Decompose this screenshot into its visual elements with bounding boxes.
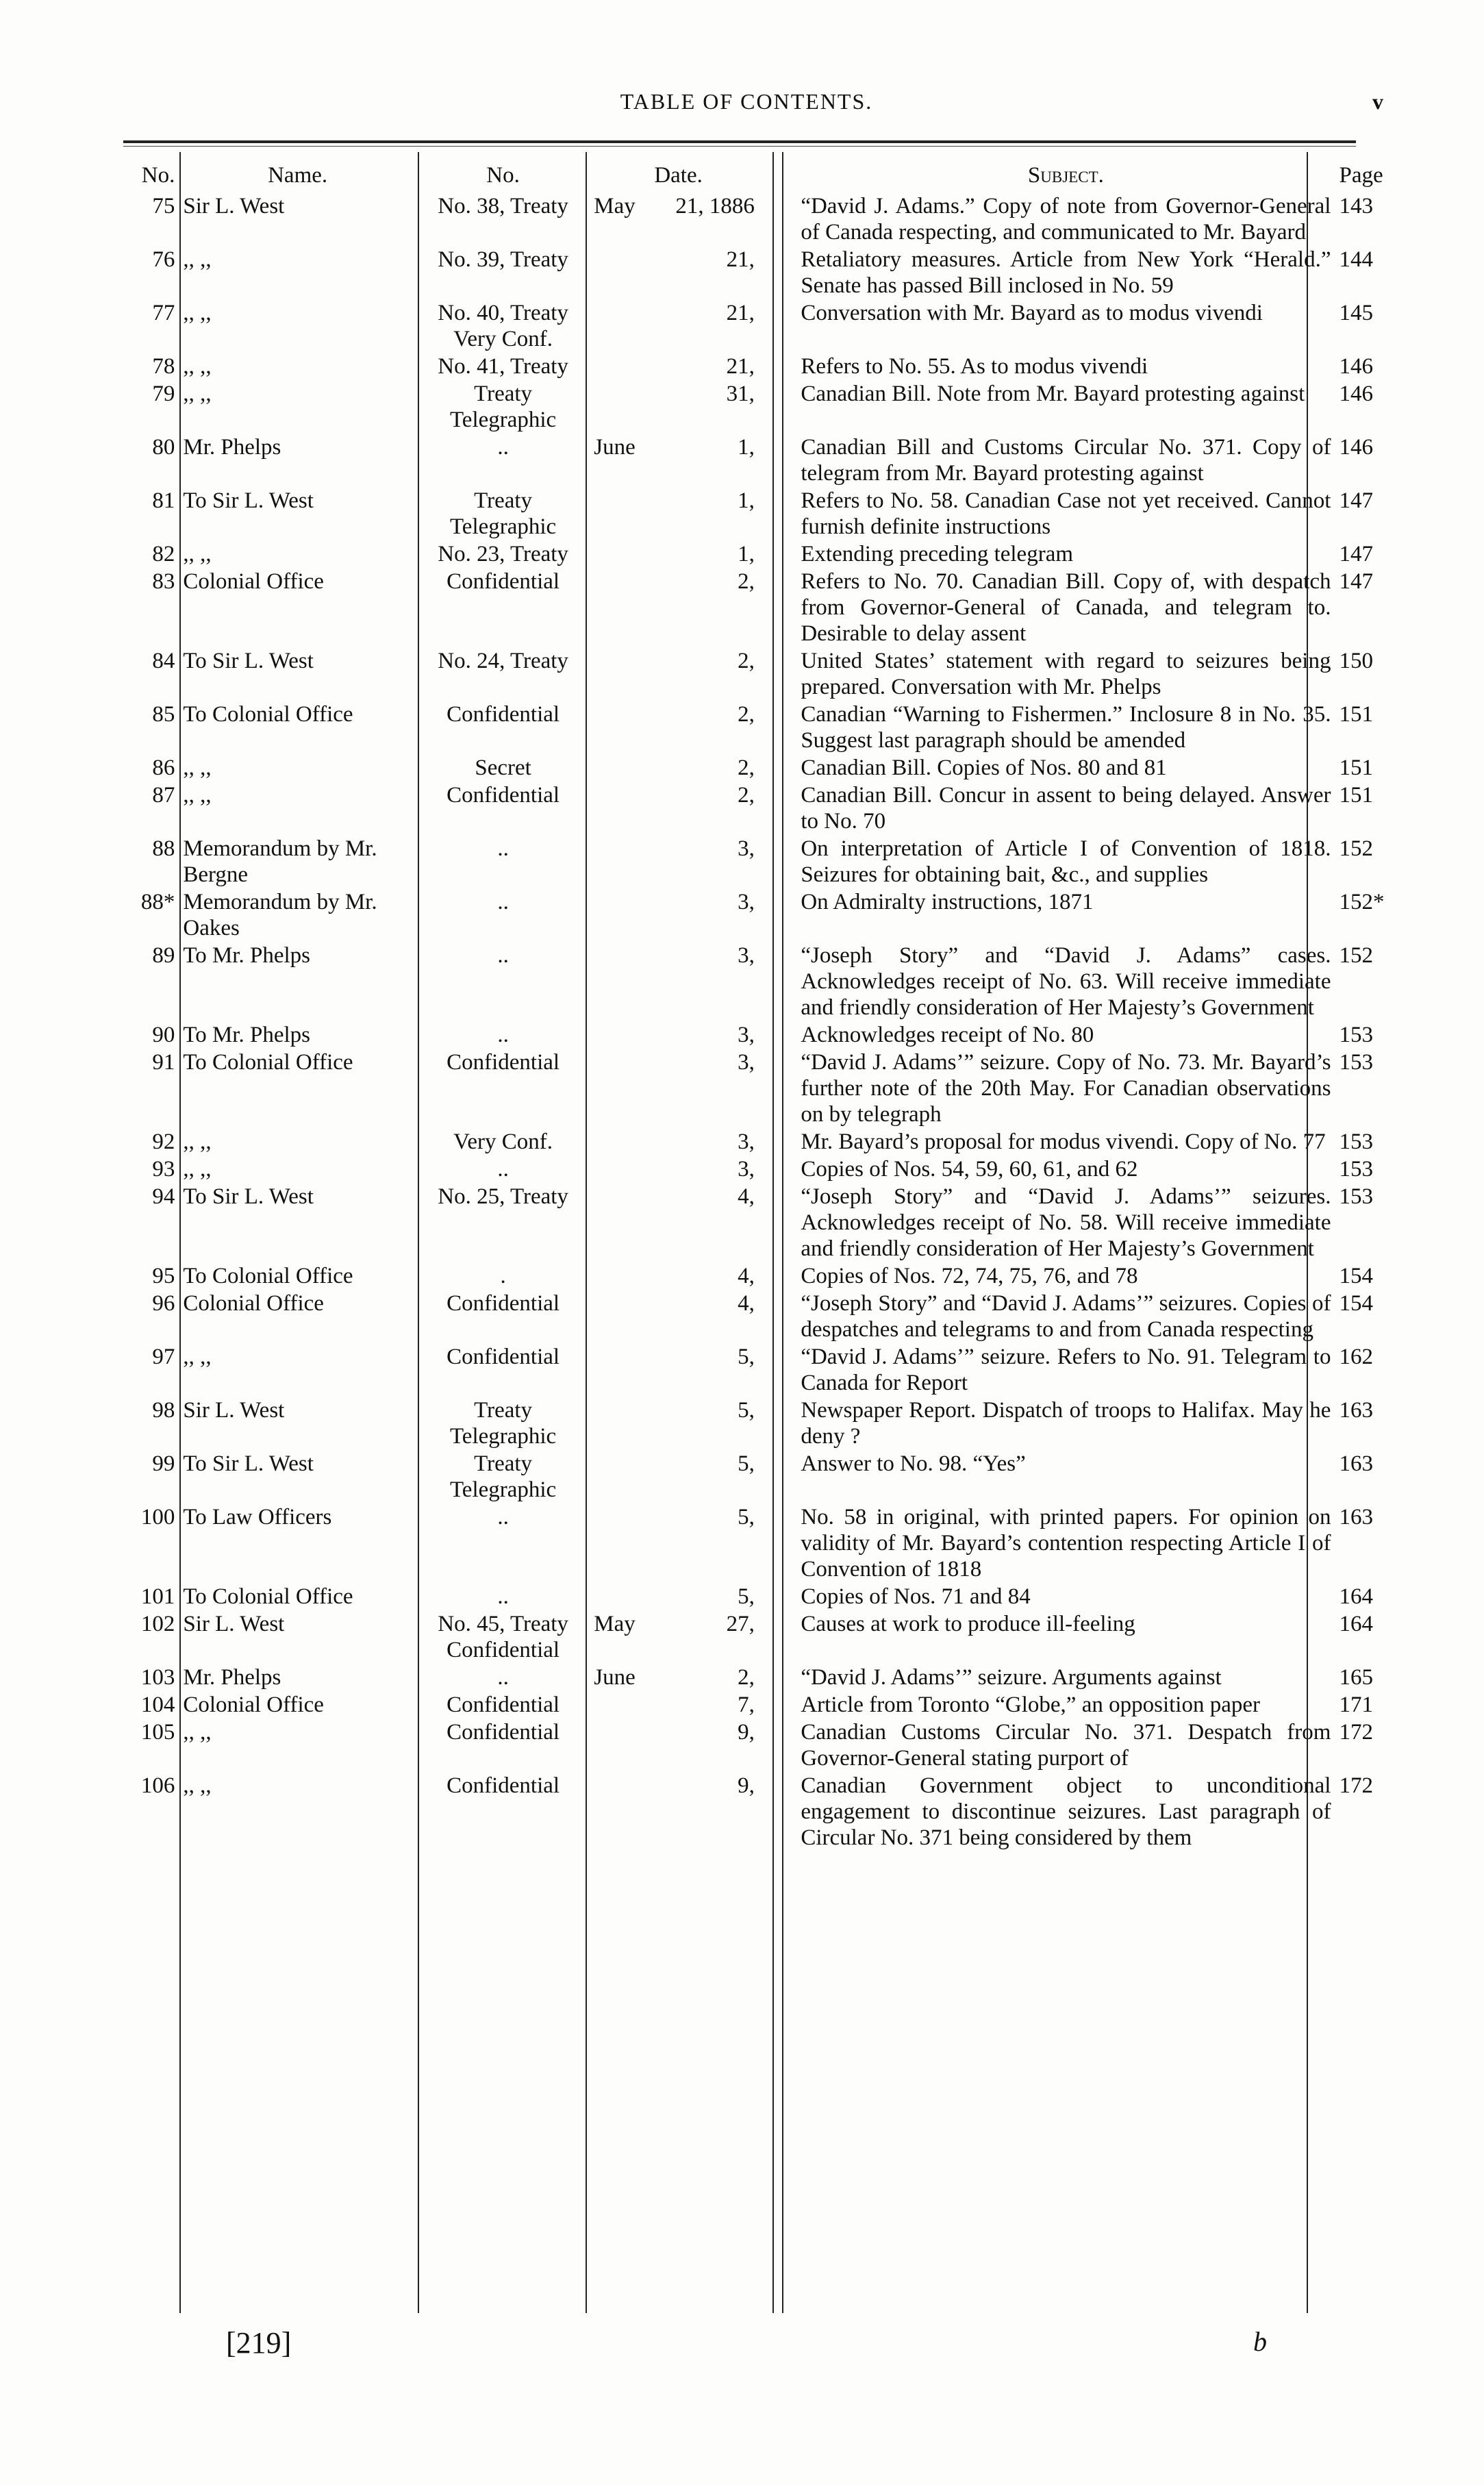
entry-date	[590, 1049, 767, 1129]
entry-reference: Confidential	[447, 1773, 560, 1798]
entry-name: ,, ,,	[183, 247, 212, 272]
entry-page: 150	[1339, 649, 1373, 673]
table-row	[110, 1719, 1386, 1773]
entry-month: June	[594, 1665, 636, 1690]
entry-reference: No. 39, Treaty	[438, 247, 568, 272]
running-head	[110, 85, 1383, 119]
entry-subject: Conversation with Mr. Bayard as to modus vivendi	[801, 301, 1263, 325]
entry-reference: Confidential	[447, 1291, 560, 1316]
table-row	[110, 1129, 1386, 1156]
entry-subject: “David J. Adams’” seizure. Arguments against	[801, 1665, 1222, 1690]
entry-page: 151	[1339, 756, 1373, 780]
entry-reference: ..	[497, 435, 509, 460]
entry-day: 3,	[738, 836, 755, 861]
entry-number: 95	[152, 1264, 175, 1288]
entry-subject: Extending preceding telegram	[801, 542, 1074, 566]
table-row	[110, 1611, 1386, 1664]
entry-reference: Secret	[475, 756, 531, 780]
entry-page: 154	[1339, 1264, 1373, 1288]
entry-name: Mr. Phelps	[183, 435, 281, 460]
entry-day: 5,	[738, 1345, 755, 1369]
entry-name: Colonial Office	[183, 1693, 324, 1717]
entry-date	[590, 889, 767, 942]
entry-reference: Treaty Telegraphic	[449, 488, 557, 539]
entry-date	[590, 1397, 767, 1451]
entry-subject: Article from Toronto “Globe,” an opposition paper	[801, 1693, 1260, 1717]
entry-day: 1,	[738, 435, 755, 460]
top-rule	[123, 140, 1356, 143]
table-row	[110, 1397, 1386, 1451]
entry-subject: Canadian Customs Circular No. 371. Despatch from Governor-General stating purport of	[801, 1720, 1331, 1771]
entry-date	[590, 1773, 767, 1852]
entry-reference: ..	[497, 1665, 509, 1690]
table-row	[110, 1584, 1386, 1611]
entry-reference: ..	[497, 1157, 509, 1182]
entry-subject: No. 58 in original, with printed papers. For opinion on validity of Mr. Bayard’s contention respecting Article I of Convention of 1818	[801, 1505, 1331, 1582]
entry-day: 31,	[726, 382, 755, 406]
entry-page: 163	[1339, 1505, 1373, 1529]
entry-page: 153	[1339, 1184, 1373, 1209]
table-header-row	[110, 158, 1386, 193]
entry-day: 5,	[738, 1398, 755, 1423]
entry-name: To Colonial Office	[183, 1584, 353, 1609]
entry-day: 3,	[738, 1023, 755, 1047]
entry-name: ,, ,,	[183, 1129, 212, 1154]
entry-subject: Canadian Bill. Note from Mr. Bayard protesting against	[801, 382, 1305, 406]
table-row	[110, 1344, 1386, 1397]
entry-page: 162	[1339, 1345, 1373, 1369]
entry-page: 146	[1339, 382, 1373, 406]
gathering-letter: b	[1253, 2326, 1267, 2357]
entry-number: 103	[140, 1665, 175, 1690]
entry-day: 2,	[738, 569, 755, 594]
entry-reference: ..	[497, 1023, 509, 1047]
entry-page: 153	[1339, 1050, 1373, 1075]
entry-page: 145	[1339, 301, 1373, 325]
entry-page: 143	[1339, 194, 1373, 218]
entry-name: ,, ,,	[183, 756, 212, 780]
entry-name: To Colonial Office	[183, 1050, 353, 1075]
entry-subject: Newspaper Report. Dispatch of troops to Halifax. May he deny ?	[801, 1398, 1331, 1449]
table-row	[110, 488, 1386, 541]
entry-date	[590, 1156, 767, 1184]
entry-page: 171	[1339, 1693, 1373, 1717]
entry-day: 3,	[738, 1157, 755, 1182]
entry-reference: Confidential	[447, 1345, 560, 1369]
entry-date	[590, 247, 767, 300]
table-row	[110, 648, 1386, 701]
entry-page: 147	[1339, 488, 1373, 513]
entry-date	[590, 1584, 767, 1611]
table-row	[110, 1156, 1386, 1184]
entry-name: Colonial Office	[183, 569, 324, 594]
page-title: TABLE OF CONTENTS.	[620, 89, 873, 114]
entry-day: 9,	[738, 1720, 755, 1745]
entry-number: 93	[152, 1157, 175, 1182]
entry-number: 78	[152, 354, 175, 379]
table-row	[110, 1504, 1386, 1584]
entry-date	[590, 1719, 767, 1773]
entry-subject: Refers to No. 70. Canadian Bill. Copy of, with despatch from Governor-General of Canada, and telegram to. Desirable to delay assent	[801, 569, 1331, 646]
entry-day: 3,	[738, 1129, 755, 1154]
entry-day: 3,	[738, 890, 755, 914]
entry-number: 83	[152, 569, 175, 594]
entry-date	[590, 1344, 767, 1397]
entry-date	[590, 836, 767, 889]
entry-number: 79	[152, 382, 175, 406]
entry-date	[590, 1129, 767, 1156]
entry-name: To Colonial Office	[183, 1264, 353, 1288]
entry-reference: .	[500, 1264, 506, 1288]
entry-page: 153	[1339, 1157, 1373, 1182]
entry-date	[590, 193, 767, 247]
entry-subject: United States’ statement with regard to seizures being prepared. Conversation with Mr. Phelps	[801, 649, 1331, 699]
entry-number: 99	[152, 1451, 175, 1476]
entry-page: 163	[1339, 1398, 1373, 1423]
table-row	[110, 1263, 1386, 1290]
entry-reference: ..	[497, 836, 509, 861]
entry-date	[590, 381, 767, 434]
table-row	[110, 1773, 1386, 1852]
entry-name: To Colonial Office	[183, 702, 353, 727]
entry-number: 89	[152, 943, 175, 968]
table-row	[110, 300, 1386, 353]
entry-day: 21,	[726, 301, 755, 325]
entry-subject: Canadian Government object to unconditional engagement to discontinue seizures. Last paragraph of Circular No. 371 being considered by them	[801, 1773, 1331, 1850]
entry-number: 82	[152, 542, 175, 566]
entry-subject: “David J. Adams.” Copy of note from Governor-General of Canada respecting, and communicated to Mr. Bayard	[801, 194, 1331, 245]
entry-page: 163	[1339, 1451, 1373, 1476]
entry-reference: Treaty Telegraphic	[449, 382, 557, 432]
entry-subject: Mr. Bayard’s proposal for modus vivendi. Copy of No. 77	[801, 1129, 1326, 1154]
entry-day: 21,	[726, 247, 755, 272]
entry-reference: No. 40, Treaty Very Conf.	[438, 301, 568, 351]
entry-date	[590, 701, 767, 755]
entry-subject: “David J. Adams’” seizure. Copy of No. 73. Mr. Bayard’s further note of the 20th May. For Canadian observations on by telegraph	[801, 1050, 1331, 1127]
entry-day: 2,	[738, 649, 755, 673]
contents-table-body	[110, 193, 1386, 1852]
entry-page: 164	[1339, 1612, 1373, 1636]
entry-name: ,, ,,	[183, 1773, 212, 1798]
entry-subject: Refers to No. 55. As to modus vivendi	[801, 354, 1148, 379]
entry-number: 80	[152, 435, 175, 460]
entry-number: 104	[140, 1693, 175, 1717]
entry-reference: Confidential	[447, 1720, 560, 1745]
entry-name: To Mr. Phelps	[183, 1023, 310, 1047]
column-header-ref: No.	[486, 163, 520, 188]
entry-number: 76	[152, 247, 175, 272]
entry-date	[590, 942, 767, 1022]
table-row	[110, 1692, 1386, 1719]
entry-day: 27,	[726, 1612, 755, 1636]
entry-date	[590, 755, 767, 782]
entry-reference: No. 23, Treaty	[438, 542, 568, 566]
entry-number: 91	[152, 1050, 175, 1075]
entry-page: 164	[1339, 1584, 1373, 1609]
table-row	[110, 755, 1386, 782]
entry-date	[590, 1664, 767, 1692]
entry-page: 172	[1339, 1720, 1373, 1745]
entry-day: 4,	[738, 1264, 755, 1288]
entry-name: ,, ,,	[183, 1157, 212, 1182]
entry-name: ,, ,,	[183, 354, 212, 379]
entry-day: 4,	[738, 1291, 755, 1316]
entry-day: 9,	[738, 1773, 755, 1798]
table-row	[110, 1290, 1386, 1344]
entry-subject: “Joseph Story” and “David J. Adams’” seizures. Acknowledges receipt of No. 58. Will receive immediate and friendly consideration of Her Majesty’s Government	[801, 1184, 1331, 1261]
entry-reference: No. 45, Treaty Confidential	[438, 1612, 568, 1662]
entry-page: 152	[1339, 943, 1373, 968]
table-row	[110, 1664, 1386, 1692]
entry-subject: Causes at work to produce ill-feeling	[801, 1612, 1135, 1636]
table-row	[110, 1049, 1386, 1129]
entry-reference: ..	[497, 1584, 509, 1609]
table-row	[110, 782, 1386, 836]
entry-number: 101	[140, 1584, 175, 1609]
table-row	[110, 1022, 1386, 1049]
entry-day: 7,	[738, 1693, 755, 1717]
entry-day: 2,	[738, 1665, 755, 1690]
entry-month: May	[594, 194, 636, 218]
entry-subject: Answer to No. 98. “Yes”	[801, 1451, 1026, 1476]
entry-day: 5,	[738, 1584, 755, 1609]
entry-day: 5,	[738, 1505, 755, 1529]
table-row	[110, 381, 1386, 434]
entry-reference: Confidential	[447, 1693, 560, 1717]
entry-name: Memorandum by Mr. Oakes	[183, 890, 377, 940]
entry-name: ,, ,,	[183, 1345, 212, 1369]
table-row	[110, 701, 1386, 755]
entry-day: 3,	[738, 943, 755, 968]
entry-page: 153	[1339, 1129, 1373, 1154]
entry-day: 2,	[738, 756, 755, 780]
entry-date	[590, 300, 767, 353]
entry-day: 1,	[738, 488, 755, 513]
entry-page: 151	[1339, 702, 1373, 727]
entry-name: ,, ,,	[183, 1720, 212, 1745]
entry-day: 2,	[738, 702, 755, 727]
entry-number: 94	[152, 1184, 175, 1209]
entry-subject: Canadian Bill. Concur in assent to being delayed. Answer to No. 70	[801, 783, 1331, 834]
entry-subject: Canadian Bill and Customs Circular No. 371. Copy of telegram from Mr. Bayard protesting against	[801, 435, 1331, 486]
entry-page: 146	[1339, 435, 1373, 460]
entry-subject: “David J. Adams’” seizure. Refers to No. 91. Telegram to Canada for Report	[801, 1345, 1331, 1395]
entry-page: 147	[1339, 569, 1373, 594]
table-row	[110, 434, 1386, 488]
entry-number: 77	[152, 301, 175, 325]
table-row	[110, 353, 1386, 381]
entry-reference: Confidential	[447, 569, 560, 594]
entry-page: 144	[1339, 247, 1373, 272]
entry-date	[590, 353, 767, 381]
entry-subject: Retaliatory measures. Article from New York “Herald.” Senate has passed Bill inclosed in No. 59	[801, 247, 1331, 298]
table-row	[110, 193, 1386, 247]
entry-name: Mr. Phelps	[183, 1665, 281, 1690]
entry-number: 87	[152, 783, 175, 808]
entry-name: Colonial Office	[183, 1291, 324, 1316]
entry-number: 86	[152, 756, 175, 780]
entry-name: Sir L. West	[183, 1612, 285, 1636]
column-header-name: Name.	[268, 163, 328, 188]
entry-number: 98	[152, 1398, 175, 1423]
entry-date	[590, 648, 767, 701]
entry-date	[590, 488, 767, 541]
entry-number: 105	[140, 1720, 175, 1745]
entry-subject: Copies of Nos. 72, 74, 75, 76, and 78	[801, 1264, 1138, 1288]
entry-name: ,, ,,	[183, 301, 212, 325]
entry-day: 5,	[738, 1451, 755, 1476]
entry-day: 3,	[738, 1050, 755, 1075]
entry-month: May	[594, 1612, 636, 1636]
entry-number: 81	[152, 488, 175, 513]
entry-subject: Canadian Bill. Copies of Nos. 80 and 81	[801, 756, 1167, 780]
entry-number: 75	[152, 194, 175, 218]
entry-number: 97	[152, 1345, 175, 1369]
printer-signature: [219]	[226, 2326, 292, 2360]
column-header-no: No.	[141, 163, 175, 188]
column-header-date: Date.	[654, 163, 703, 188]
entry-page: 154	[1339, 1291, 1373, 1316]
entry-name: To Law Officers	[183, 1505, 332, 1529]
entry-day: 1,	[738, 542, 755, 566]
table-row	[110, 836, 1386, 889]
entry-date	[590, 434, 767, 488]
entry-name: ,, ,,	[183, 382, 212, 406]
entry-reference: Treaty Telegraphic	[449, 1398, 557, 1449]
entry-page: 152	[1339, 836, 1373, 861]
entry-name: Sir L. West	[183, 1398, 285, 1423]
entry-day: 4,	[738, 1184, 755, 1209]
entry-day: 21,	[726, 354, 755, 379]
entry-subject: Copies of Nos. 71 and 84	[801, 1584, 1031, 1609]
entry-date	[590, 1290, 767, 1344]
entry-reference: No. 25, Treaty	[438, 1184, 568, 1209]
entry-page: 165	[1339, 1665, 1373, 1690]
entry-reference: No. 38, Treaty	[438, 194, 568, 218]
table-row	[110, 1451, 1386, 1504]
entry-subject: “Joseph Story” and “David J. Adams’” seizures. Copies of despatches and telegrams to and from Canada respecting	[801, 1291, 1331, 1342]
table-row	[110, 889, 1386, 942]
entry-number: 88	[152, 836, 175, 861]
entry-reference: ..	[497, 943, 509, 968]
table-row	[110, 1184, 1386, 1263]
table-row	[110, 942, 1386, 1022]
entry-subject: Acknowledges receipt of No. 80	[801, 1023, 1094, 1047]
entry-reference: Confidential	[447, 1050, 560, 1075]
entry-date	[590, 1022, 767, 1049]
entry-reference: Confidential	[447, 702, 560, 727]
entry-name: ,, ,,	[183, 783, 212, 808]
entry-subject: Copies of Nos. 54, 59, 60, 61, and 62	[801, 1157, 1138, 1182]
entry-day: 21, 1886	[675, 194, 755, 218]
entry-date	[590, 1451, 767, 1504]
top-rule-thin	[123, 146, 1356, 147]
entry-page: 152*	[1339, 890, 1385, 914]
entry-date	[590, 1504, 767, 1584]
entry-number: 84	[152, 649, 175, 673]
entry-reference: Treaty Telegraphic	[449, 1451, 557, 1502]
entry-number: 100	[140, 1505, 175, 1529]
entry-date	[590, 1263, 767, 1290]
entry-number: 85	[152, 702, 175, 727]
entry-number: 96	[152, 1291, 175, 1316]
entry-page: 147	[1339, 542, 1373, 566]
entry-number: 92	[152, 1129, 175, 1154]
entry-name: To Sir L. West	[183, 488, 314, 513]
entry-subject: “Joseph Story” and “David J. Adams” cases. Acknowledges receipt of No. 63. Will receive immediate and friendly consideration of Her Majesty’s Government	[801, 943, 1331, 1020]
entry-number: 88*	[140, 890, 175, 914]
entry-reference: No. 41, Treaty	[438, 354, 568, 379]
table-row	[110, 569, 1386, 648]
column-header-subject: Subject.	[1027, 163, 1104, 188]
entry-page: 151	[1339, 783, 1373, 808]
contents-table	[110, 158, 1386, 1852]
table-row	[110, 541, 1386, 569]
entry-subject: On interpretation of Article I of Convention of 1818. Seizures for obtaining bait, &c., and supplies	[801, 836, 1331, 887]
entry-date	[590, 1692, 767, 1719]
entry-subject: Canadian “Warning to Fishermen.” Inclosure 8 in No. 35. Suggest last paragraph should be amended	[801, 702, 1331, 753]
entry-name: ,, ,,	[183, 542, 212, 566]
page-number-roman: v	[1372, 89, 1383, 114]
entry-name: To Sir L. West	[183, 649, 314, 673]
entry-subject: On Admiralty instructions, 1871	[801, 890, 1094, 914]
entry-day: 2,	[738, 783, 755, 808]
entry-number: 106	[140, 1773, 175, 1798]
entry-date	[590, 1611, 767, 1664]
entry-page: 146	[1339, 354, 1373, 379]
entry-date	[590, 541, 767, 569]
entry-number: 90	[152, 1023, 175, 1047]
entry-subject: Refers to No. 58. Canadian Case not yet received. Cannot furnish definite instructions	[801, 488, 1331, 539]
entry-reference: ..	[497, 1505, 509, 1529]
entry-number: 102	[140, 1612, 175, 1636]
entry-page: 153	[1339, 1023, 1373, 1047]
table-row	[110, 247, 1386, 300]
entry-reference: Very Conf.	[453, 1129, 553, 1154]
entry-date	[590, 782, 767, 836]
entry-name: To Sir L. West	[183, 1184, 314, 1209]
entry-name: To Sir L. West	[183, 1451, 314, 1476]
entry-reference: Confidential	[447, 783, 560, 808]
entry-name: To Mr. Phelps	[183, 943, 310, 968]
entry-month: June	[594, 435, 636, 460]
entry-reference: No. 24, Treaty	[438, 649, 568, 673]
entry-page: 172	[1339, 1773, 1373, 1798]
entry-name: Memorandum by Mr. Bergne	[183, 836, 377, 887]
entry-date	[590, 569, 767, 648]
entry-name: Sir L. West	[183, 194, 285, 218]
column-header-page: Page	[1339, 163, 1383, 188]
entry-date	[590, 1184, 767, 1263]
entry-reference: ..	[497, 890, 509, 914]
